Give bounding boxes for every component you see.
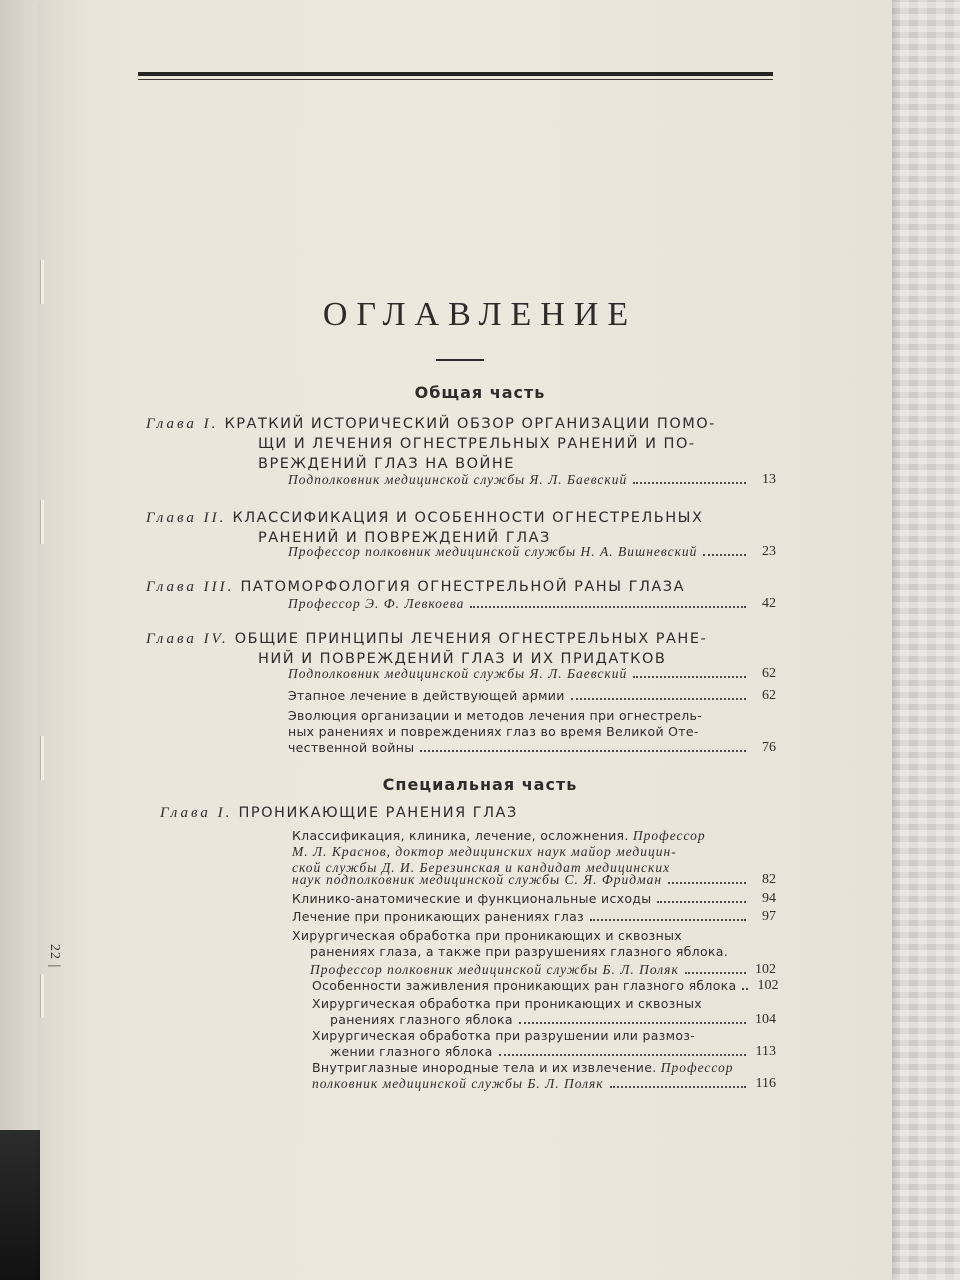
dot-leader <box>590 919 746 921</box>
toc-author-entry <box>288 472 776 488</box>
dot-leader <box>633 676 746 678</box>
author-name: ской службы Д. И. Березинская и кандидат медицинских <box>292 860 671 875</box>
author-name: наук подполковник медицинской службы С. Я. Фридман <box>292 872 663 887</box>
page-title: ОГЛАВЛЕНИЕ <box>322 296 638 333</box>
subentry-title: Этапное лечение в действующей армии <box>288 688 565 703</box>
toc-subentry <box>292 828 706 876</box>
page-number: 82 <box>762 872 776 887</box>
toc-author-entry <box>310 962 776 978</box>
dot-leader <box>610 1086 746 1088</box>
subentry-title: Клинико-анатомические и функциональные исходы <box>292 891 652 906</box>
chapter-title-line: ВРЕЖДЕНИЙ ГЛАЗ НА ВОЙНЕ <box>258 456 515 472</box>
subentry-line: ранениях глазного яблока <box>330 1012 513 1027</box>
chapter-title-line: РАНЕНИЙ И ПОВРЕЖДЕНИЙ ГЛАЗ <box>258 530 551 546</box>
chapter-title-line: КРАТКИЙ ИСТОРИЧЕСКИЙ ОБЗОР ОРГАНИЗАЦИИ ПОМО- <box>224 416 716 432</box>
subentry-line: ных ранениях и повреждениях глаз во время Великой Оте- <box>288 724 699 739</box>
toc-subentry <box>292 928 728 960</box>
chapter-heading <box>146 577 685 597</box>
page-number: 116 <box>755 1076 776 1091</box>
page-number: 102 <box>755 962 776 977</box>
page-number: 113 <box>755 1044 776 1059</box>
dot-leader <box>420 750 746 752</box>
author-name: Профессор <box>660 1060 734 1075</box>
chapter-heading <box>146 508 703 528</box>
toc-subentry <box>288 688 776 704</box>
section-heading-general: Общая часть <box>414 383 546 402</box>
page-number: 23 <box>762 544 776 559</box>
page-number: 94 <box>762 891 776 906</box>
toc-subentry <box>312 978 779 994</box>
page-number: 62 <box>762 688 776 703</box>
chapter-label: Глава III. <box>146 579 235 595</box>
chapter-label: Глава I. <box>160 805 233 821</box>
author-name: полковник медицинской службы Б. Л. Поляк <box>312 1076 604 1091</box>
subentry-title: Лечение при проникающих ранениях глаз <box>292 909 584 924</box>
toc-author-entry <box>288 544 776 560</box>
author-name: Профессор полковник медицинской службы Б. Л. Поляк <box>310 962 679 977</box>
dot-leader <box>657 901 746 903</box>
dot-leader <box>685 972 746 974</box>
subentry-line: ранениях глаза, а также при разрушениях глазного яблока. <box>310 944 728 959</box>
page-number: 76 <box>762 740 776 755</box>
subentry-title: Особенности заживления проникающих ран глазного яблока <box>312 978 737 993</box>
chapter-label: Глава IV. <box>146 631 229 647</box>
dot-leader <box>668 882 746 884</box>
toc-author-entry <box>292 872 776 888</box>
toc-author-entry <box>288 596 776 612</box>
chapter-title-line: ПАТОМОРФОЛОГИЯ ОГНЕСТРЕЛЬНОЙ РАНЫ ГЛАЗА <box>240 579 685 595</box>
toc-author-entry <box>288 666 776 682</box>
author-name: Профессор полковник медицинской службы Н. А. Вишневский <box>288 544 698 559</box>
author-name: Профессор Э. Ф. Левкоева <box>288 596 465 611</box>
chapter-label: Глава II. <box>146 510 227 526</box>
subentry-line: Хирургическая обработка при проникающих и сквозных <box>312 996 702 1011</box>
side-mark: 22 | <box>47 944 62 969</box>
binding-stitch <box>40 736 44 780</box>
dot-leader <box>742 988 748 990</box>
toc-subentry-end <box>330 1012 776 1028</box>
binding-stitch <box>40 974 44 1018</box>
subentry-line: чественной войны <box>288 740 415 755</box>
subentry-line: Эволюция организации и методов лечения при огнестрель- <box>288 708 702 723</box>
toc-subentry-end <box>288 740 776 756</box>
page-number: 42 <box>762 596 776 611</box>
chapter-title-line: ОБЩИЕ ПРИНЦИПЫ ЛЕЧЕНИЯ ОГНЕСТРЕЛЬНЫХ РАНЕ- <box>234 631 708 647</box>
page-number: 102 <box>757 978 779 993</box>
section-heading-special: Специальная часть <box>382 775 578 794</box>
dot-leader <box>633 482 746 484</box>
chapter-title-line: КЛАССИФИКАЦИЯ И ОСОБЕННОСТИ ОГНЕСТРЕЛЬНЫХ <box>232 510 704 526</box>
chapter-heading <box>146 629 707 649</box>
author-name: Подполковник медицинской службы Я. Л. Баевский <box>288 666 628 681</box>
chapter-label: Глава I. <box>146 416 219 432</box>
dot-leader <box>499 1054 746 1056</box>
author-name: Профессор <box>632 828 706 843</box>
toc-subentry <box>288 708 702 740</box>
chapter-title-line: ЩИ И ЛЕЧЕНИЯ ОГНЕСТРЕЛЬНЫХ РАНЕНИЙ И ПО- <box>258 436 696 452</box>
toc-subentry <box>312 1060 734 1076</box>
toc-author-entry <box>312 1076 776 1092</box>
toc-subentry <box>312 1028 695 1044</box>
dot-leader <box>571 698 746 700</box>
page-number: 97 <box>762 909 776 924</box>
subentry-line: жении глазного яблока <box>330 1044 493 1059</box>
subentry-line: Хирургическая обработка при проникающих и сквозных <box>292 928 682 943</box>
top-rule <box>138 72 773 76</box>
chapter-title-line: ПРОНИКАЮЩИЕ РАНЕНИЯ ГЛАЗ <box>238 805 518 821</box>
toc-subentry <box>312 996 702 1012</box>
subentry-line: Внутриглазные инородные тела и их извлечение. <box>312 1060 657 1075</box>
subentry-line: Классификация, клиника, лечение, осложнения. <box>292 828 629 843</box>
toc-subentry-end <box>330 1044 776 1060</box>
title-divider <box>436 359 484 361</box>
binding-stitch <box>40 500 44 544</box>
chapter-heading <box>160 803 518 823</box>
page-number: 13 <box>762 472 776 487</box>
subentry-line: Хирургическая обработка при разрушении или размоз- <box>312 1028 696 1043</box>
dot-leader <box>703 554 746 556</box>
chapter-title-line: НИЙ И ПОВРЕЖДЕНИЙ ГЛАЗ И ИХ ПРИДАТКОВ <box>258 651 667 667</box>
page-number: 62 <box>762 666 776 681</box>
author-name: М. Л. Краснов, доктор медицинских наук майор медицин- <box>292 844 677 859</box>
chapter-heading <box>146 414 716 434</box>
dot-leader <box>519 1022 746 1024</box>
toc-subentry <box>292 891 776 907</box>
toc-subentry <box>292 909 776 925</box>
page-number: 104 <box>755 1012 776 1027</box>
dot-leader <box>470 606 746 608</box>
author-name: Подполковник медицинской службы Я. Л. Баевский <box>288 472 628 487</box>
